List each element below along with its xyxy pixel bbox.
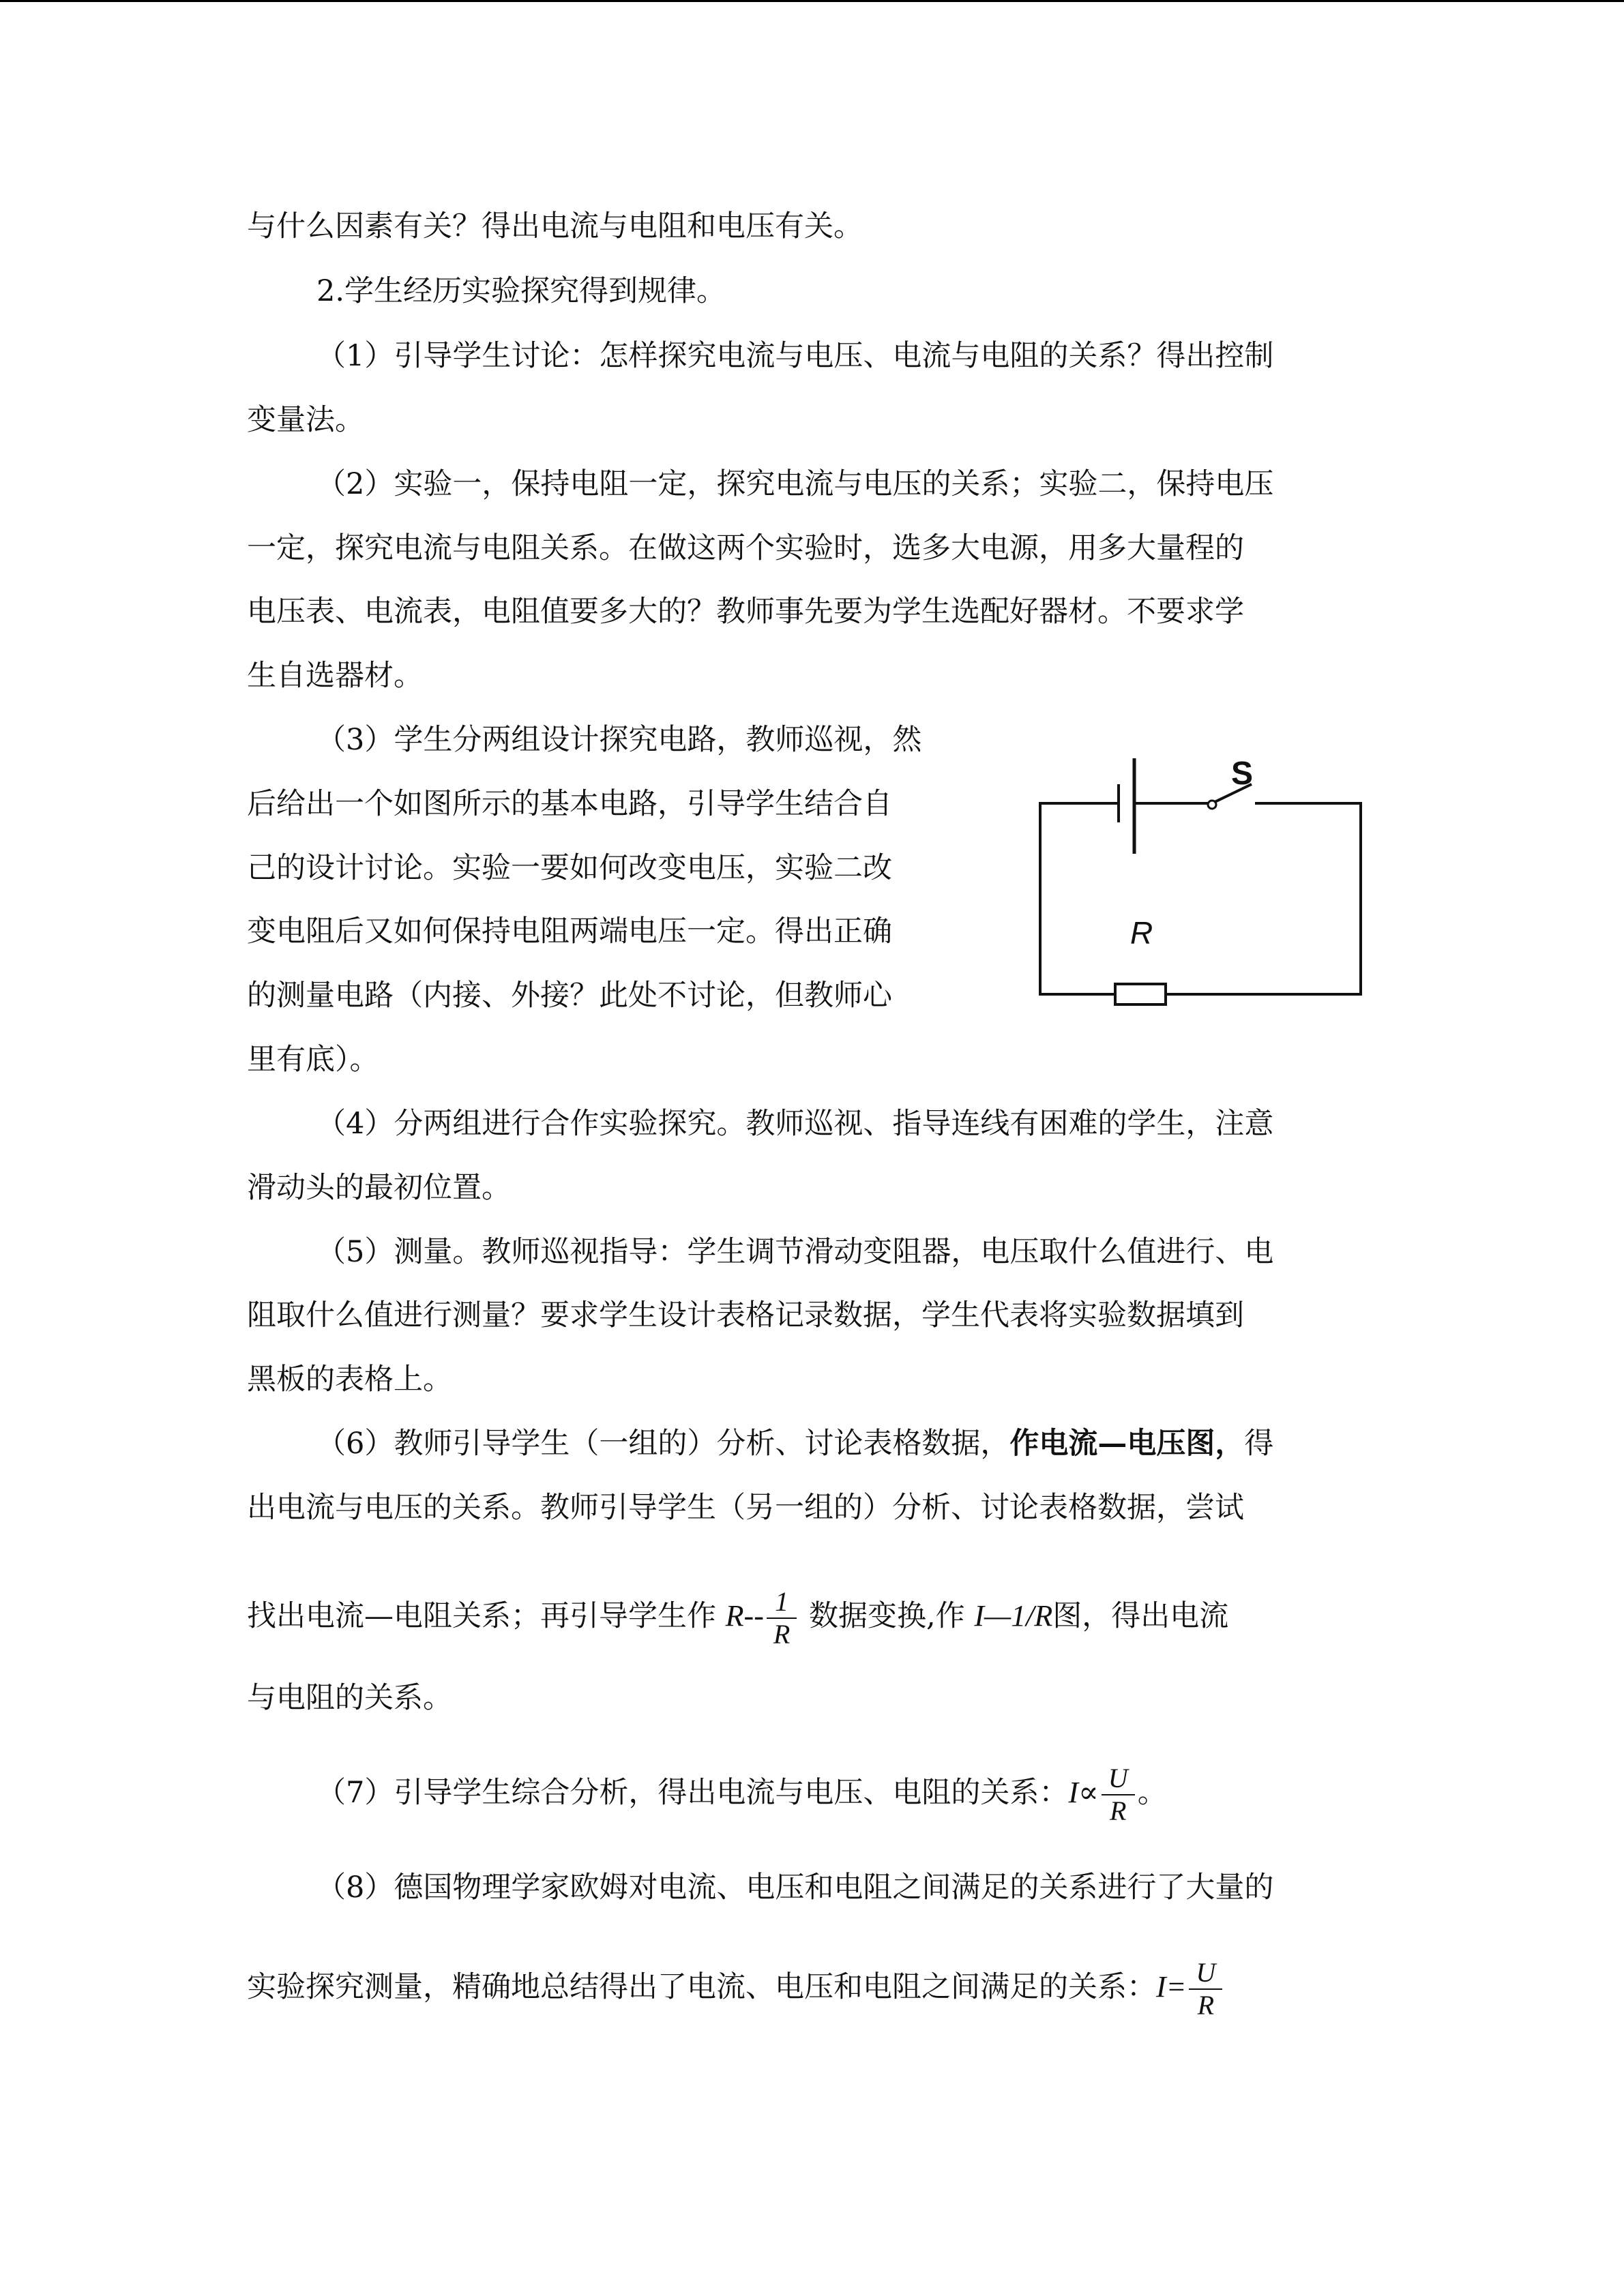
text-segment: （6）教师引导学生（一组的）分析、讨论表格数据， (316, 1427, 1010, 1461)
text-line: 与什么因素有关？得出电流与电阻和电压有关。 (247, 209, 863, 243)
fraction-numerator: U (1102, 1763, 1135, 1795)
text-segment: 得 (1244, 1427, 1274, 1461)
text-line: 的测量电路（内接、外接？此处不讨论，但教师心 (247, 979, 892, 1013)
text-line: 电压表、电流表，电阻值要多大的？教师事先要为学生选配好器材。不要求学 (247, 595, 1244, 629)
switch-label: S (1231, 756, 1254, 792)
fraction-numerator: U (1189, 1957, 1222, 1990)
text-line: 生自选器材。 (247, 659, 423, 693)
text-line: （4）分两组进行合作实验探究。教师巡视、指导连线有困难的学生，注意 (316, 1107, 1274, 1141)
text-line: 一定，探究电流与电阻关系。在做这两个实验时，选多大电源，用多大量程的 (247, 531, 1244, 565)
fraction-u-over-r (1189, 1957, 1222, 2021)
circuit-diagram (1033, 750, 1372, 1016)
formula-r: R-- (725, 1599, 764, 1632)
circuit-wire-left (1040, 803, 1119, 994)
text-line: 己的设计讨论。实验一要如何改变电压，实验二改 (247, 851, 892, 885)
fraction-denominator: R (773, 1619, 791, 1650)
text-segment: 数据变换,作 (799, 1599, 975, 1633)
resistor (1115, 984, 1166, 1004)
text-line: 后给出一个如图所示的基本电路，引导学生结合自 (247, 787, 892, 821)
fraction-numerator: 1 (767, 1586, 797, 1619)
text-line: 2.学生经历实验探究得到规律。 (316, 274, 726, 308)
text-line: （1）引导学生讨论：怎样探究电流与电压、电流与电阻的关系？得出控制 (316, 339, 1274, 373)
text-line: （2）实验一，保持电阻一定，探究电流与电压的关系；实验二，保持电压 (316, 467, 1274, 501)
formula-proportional: I∝ (1068, 1776, 1099, 1809)
text-line: 滑动头的最初位置。 (247, 1171, 511, 1205)
text-line: 阻取什么值进行测量？要求学生设计表格记录数据，学生代表将实验数据填到 (247, 1298, 1244, 1332)
text-line: （5）测量。教师巡视指导：学生调节滑动变阻器，电压取什么值进行、电 (316, 1235, 1274, 1269)
fraction-denominator: R (1110, 1795, 1127, 1826)
text-line: 与电阻的关系。 (247, 1681, 452, 1715)
text-line (316, 1425, 1273, 1463)
fraction-one-over-r (767, 1586, 797, 1650)
circuit-wire-right (1166, 803, 1361, 994)
text-segment: 图，得出电流 (1052, 1599, 1229, 1633)
text-line: 变量法。 (247, 403, 364, 437)
fraction-u-over-r (1102, 1763, 1135, 1827)
formula-i-vs-inverse-r: I—1/R (974, 1599, 1053, 1632)
text-line-with-formula (316, 1757, 1167, 1828)
fraction-denominator: R (1197, 1990, 1214, 2021)
emphasis-text: 作电流—电压图， (1009, 1427, 1245, 1461)
switch-pivot (1208, 801, 1216, 809)
text-line: 里有底）。 (247, 1043, 379, 1077)
text-line-with-formula (247, 1952, 1225, 2023)
text-line: 黑板的表格上。 (247, 1362, 452, 1397)
text-segment: 找出电流—电阻关系；再引导学生作 (247, 1599, 726, 1633)
text-segment: 。 (1137, 1776, 1167, 1810)
text-line: （8）德国物理学家欧姆对电流、电压和电阻之间满足的关系进行了大量的 (316, 1870, 1274, 1905)
text-line: 变电阻后又如何保持电阻两端电压一定。得出正确 (247, 914, 892, 949)
text-line: （3）学生分两组设计探究电路，教师巡视，然 (316, 723, 922, 757)
text-segment: （7）引导学生综合分析，得出电流与电压、电阻的关系： (316, 1776, 1069, 1810)
text-line-with-formula (247, 1581, 1228, 1652)
formula-ohms-law: I= (1156, 1970, 1187, 2003)
text-line: 出电流与电压的关系。教师引导学生（另一组的）分析、讨论表格数据，尝试 (247, 1491, 1244, 1525)
resistor-label: R (1130, 915, 1153, 951)
text-segment: 实验探究测量，精确地总结得出了电流、电压和电阻之间满足的关系： (247, 1970, 1156, 2004)
page-top-border (0, 0, 1624, 2)
